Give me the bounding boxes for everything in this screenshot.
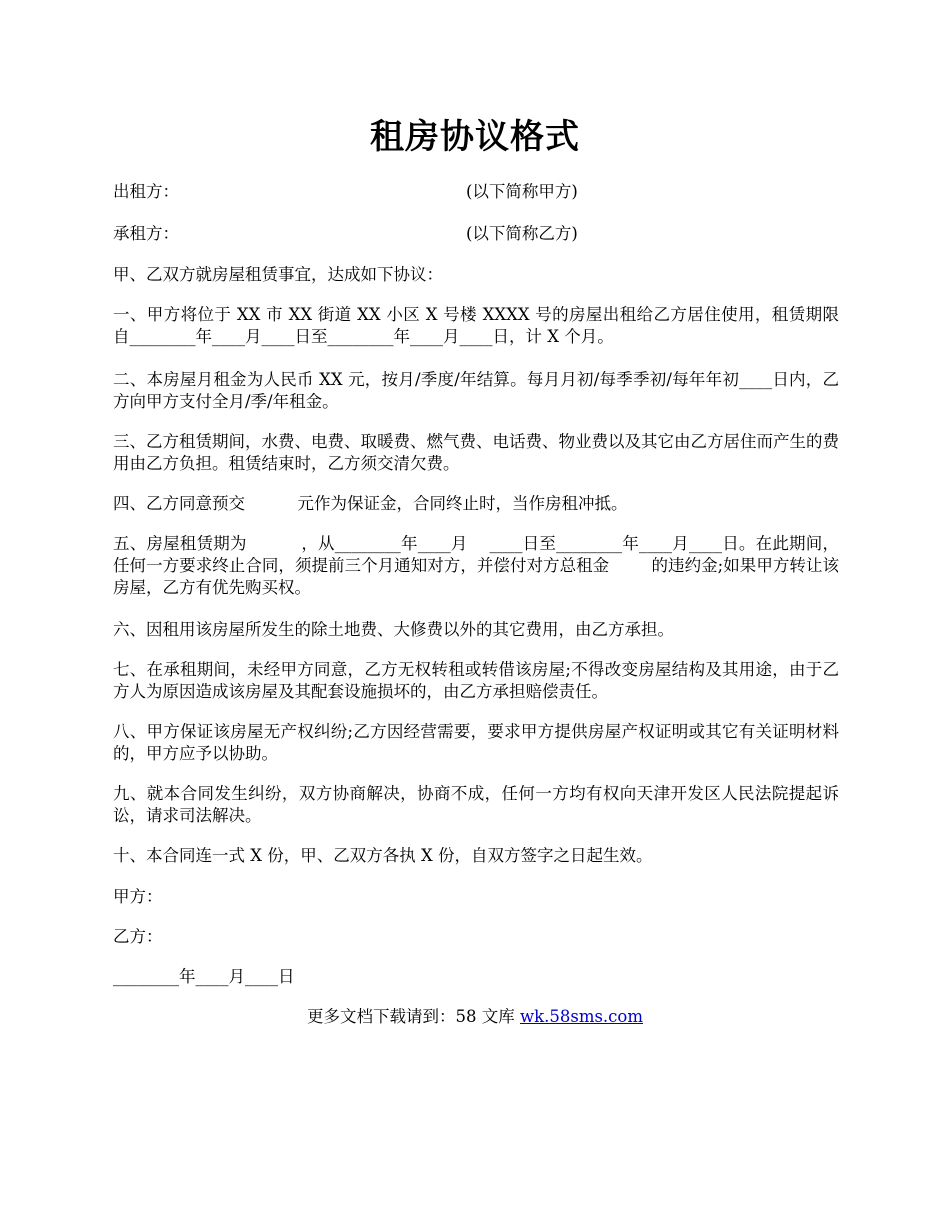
clause-1: 一、甲方将位于 XX 市 XX 街道 XX 小区 X 号楼 XXXX 号的房屋出租给乙方居住使用，租赁期限自________年____月____日至________年____月____日，计 X 个月。 xyxy=(113,305,839,346)
footer-text: 更多文档下载请到：58 文库 xyxy=(306,1007,520,1026)
lessor-label: 出租方： xyxy=(113,182,179,201)
clause-2: 二、本房屋月租金为人民币 XX 元，按月/季度/年结算。每月月初/每季季初/每年年初____日内，乙方向甲方支付全月/季/年租金。 xyxy=(113,370,839,411)
clause-10: 十、本合同连一式 X 份，甲、乙双方各执 X 份，自双方签字之日起生效。 xyxy=(113,846,653,865)
clause-5: 五、房屋租赁期为 ，从________年____月 ____日至________年____月____日。在此期间，任何一方要求终止合同，须提前三个月通知对方，并偿付对方总租金 的违约金;如果甲方转让该房屋，乙方有优先购买权。 xyxy=(113,534,839,597)
intro-text: 甲、乙双方就房屋租赁事宜，达成如下协议： xyxy=(113,265,443,284)
lessor-note: (以下简称甲方) xyxy=(466,182,578,201)
sign-date: ________年____月____日 xyxy=(113,967,295,986)
clause-3: 三、乙方租赁期间，水费、电费、取暖费、燃气费、电话费、物业费以及其它由乙方居住而产生的费用由乙方负担。租赁结束时，乙方须交清欠费。 xyxy=(113,432,839,473)
clause-4: 四、乙方同意预交 元作为保证金，合同终止时，当作房租冲抵。 xyxy=(113,494,628,513)
footer xyxy=(0,1006,950,1028)
party-a-signature: 甲方： xyxy=(113,887,163,906)
clause-7: 七、在承租期间，未经甲方同意，乙方无权转租或转借该房屋;不得改变房屋结构及其用途，由于乙方人为原因造成该房屋及其配套设施损坏的，由乙方承担赔偿责任。 xyxy=(113,660,839,701)
lessor-line xyxy=(113,181,839,203)
clause-9: 九、就本合同发生纠纷，双方协商解决，协商不成，任何一方均有权向天津开发区人民法院提起诉讼，请求司法解决。 xyxy=(113,784,839,825)
lessee-label: 承租方： xyxy=(113,224,179,243)
footer-link[interactable]: wk.58sms.com xyxy=(519,1007,643,1026)
clause-6: 六、因租用该房屋所发生的除土地费、大修费以外的其它费用，由乙方承担。 xyxy=(113,620,674,639)
document-title: 租房协议格式 xyxy=(370,117,580,157)
lessee-note: (以下简称乙方) xyxy=(466,224,578,243)
lessee-line xyxy=(113,223,839,245)
party-b-signature: 乙方： xyxy=(113,927,163,946)
clause-8: 八、甲方保证该房屋无产权纠纷;乙方因经营需要，要求甲方提供房屋产权证明或其它有关证明材料的，甲方应予以协助。 xyxy=(113,722,839,763)
